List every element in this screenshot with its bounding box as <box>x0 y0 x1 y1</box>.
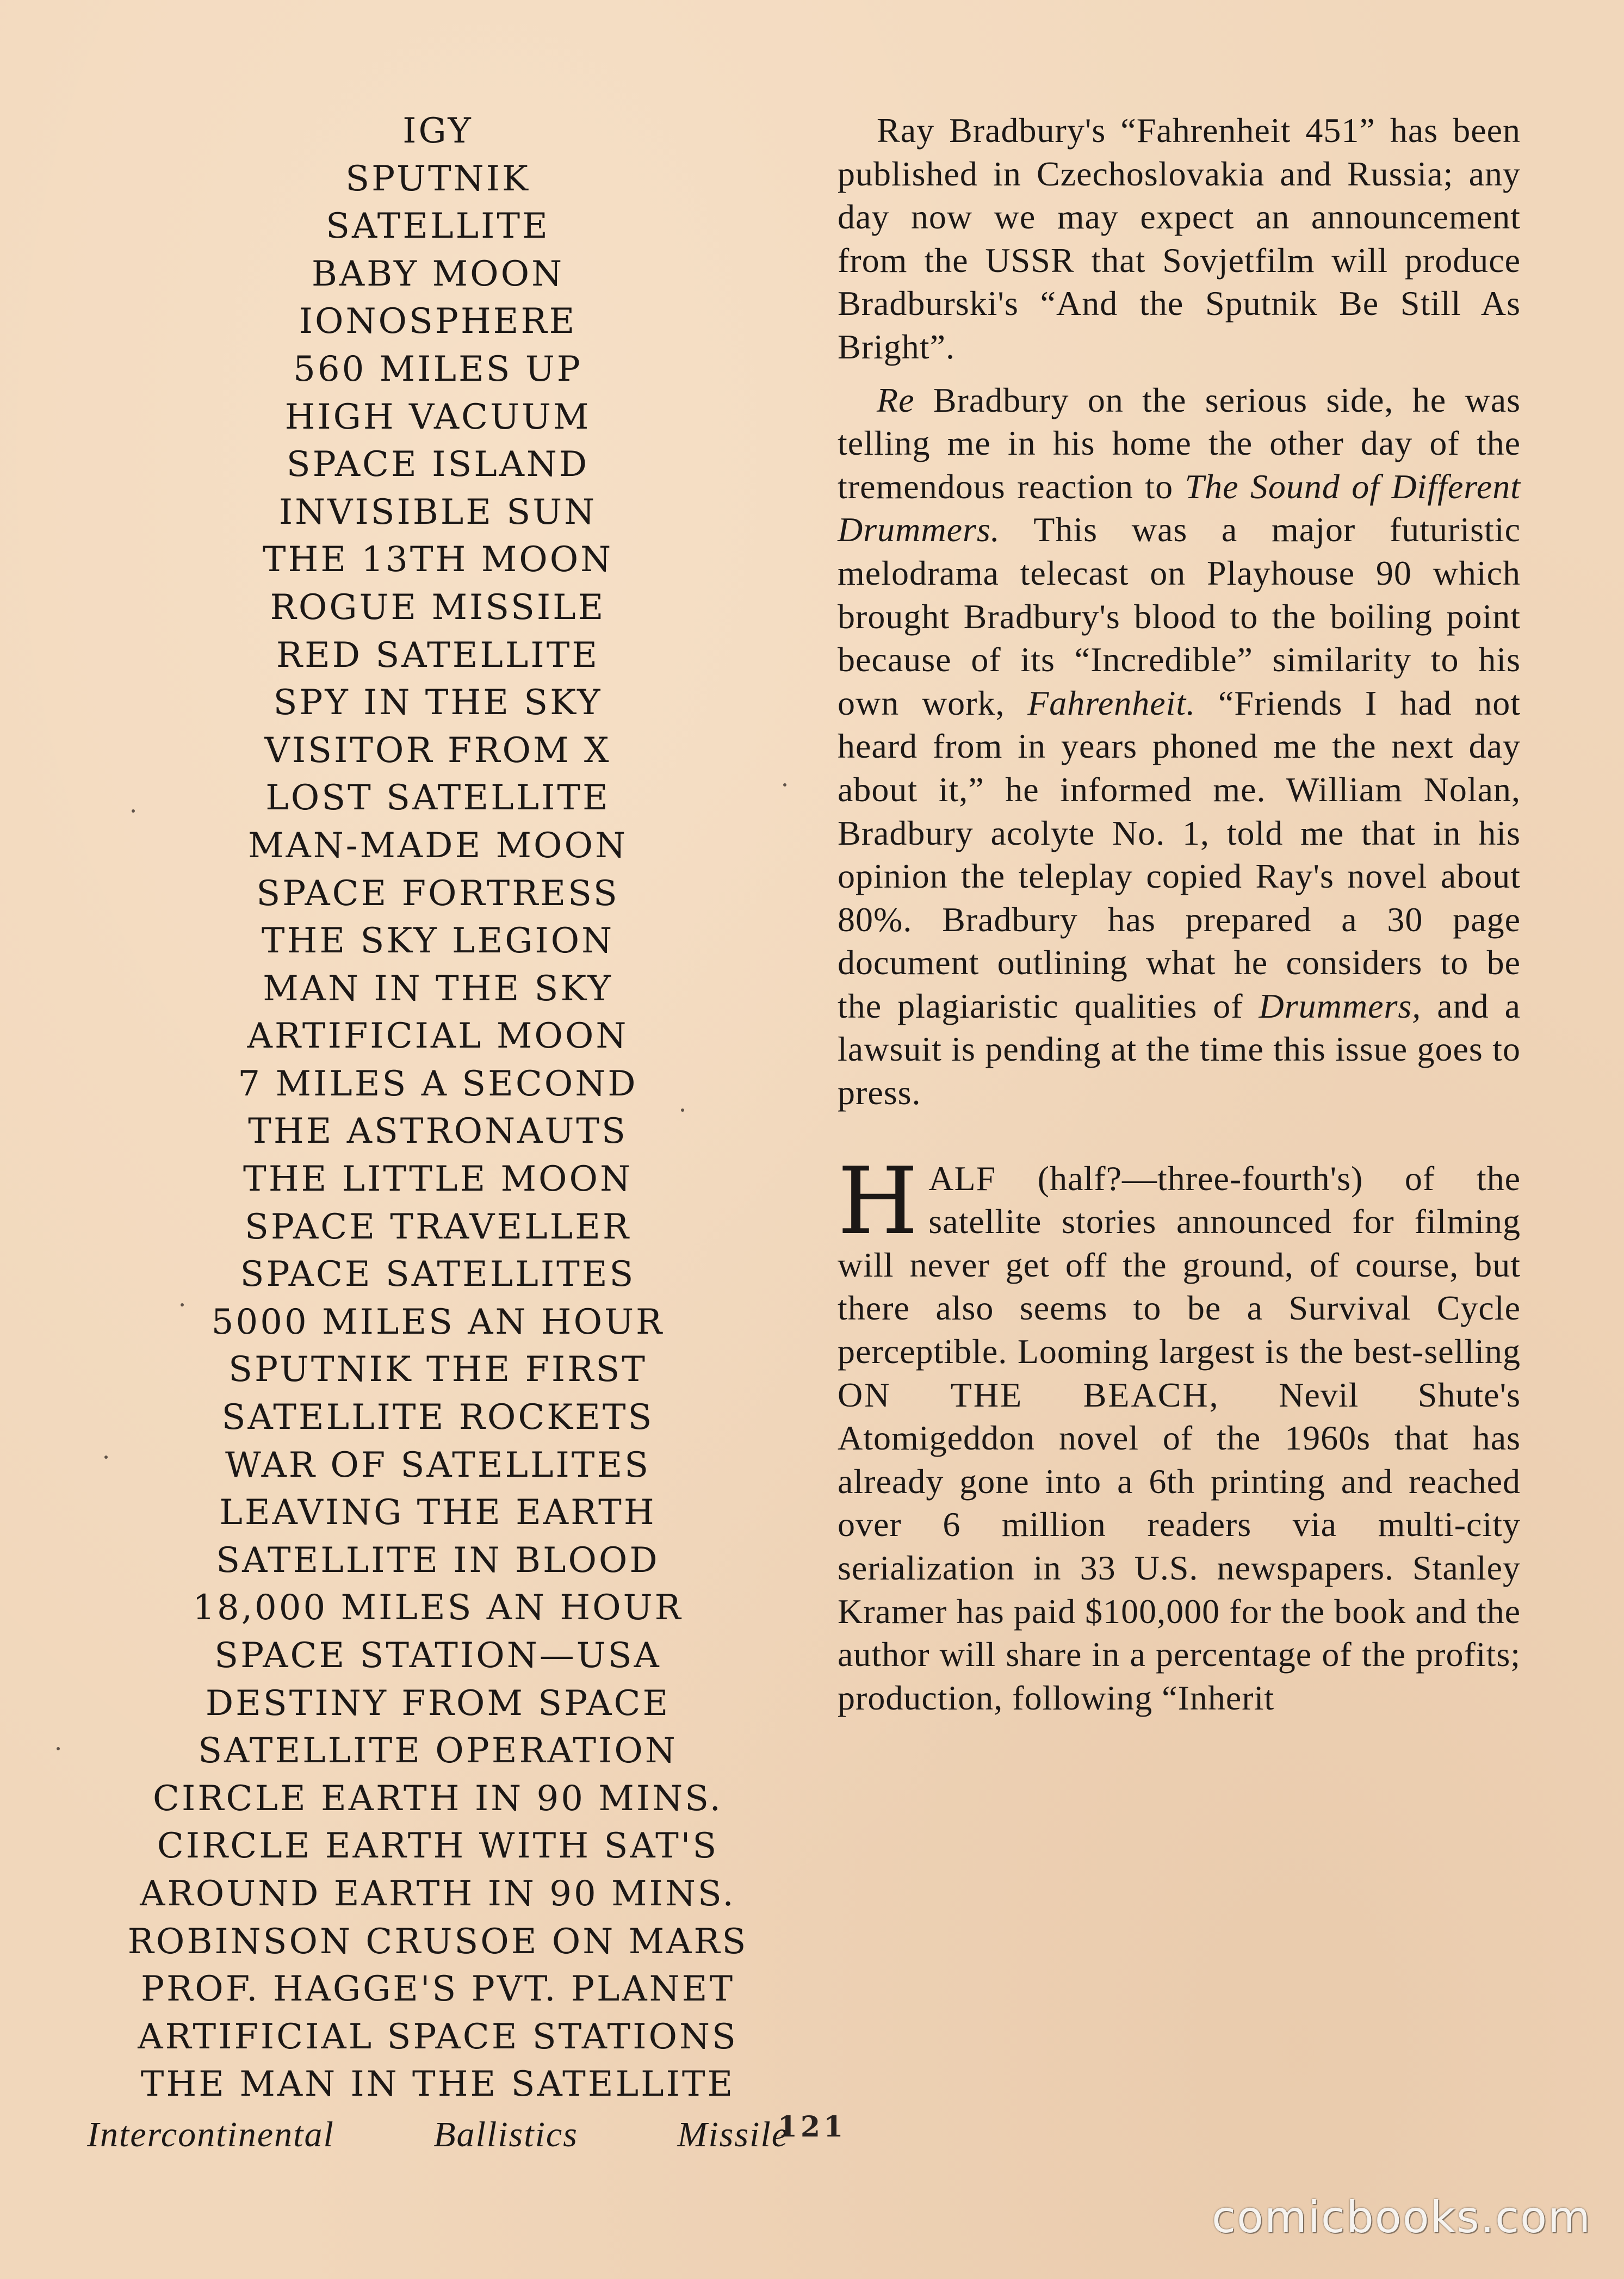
film-title-item: SPUTNIK <box>345 158 530 199</box>
film-title-item: MAN-MADE MOON <box>248 825 628 866</box>
film-title-item: SPY IN THE SKY <box>273 683 603 723</box>
page-number: 121 <box>777 2110 847 2144</box>
film-title-item-italic: Intercontinental Ballistics Missile <box>87 2114 789 2154</box>
print-speck <box>57 1747 60 1750</box>
film-title-item: SPACE STATION—USA <box>214 1636 661 1676</box>
film-title-item: SATELLITE ROCKETS <box>221 1397 654 1438</box>
paragraph-3-text-a: ALF (half?—three-fourth's) of the satellite stories announced for filming will never get off the ground, of course, but there also seems to be a Survival Cycle perceptible. Looming largest is the best-selling <box>838 1159 1521 1371</box>
print-speck <box>783 783 786 786</box>
film-title-item: SPACE TRAVELLER <box>244 1206 631 1247</box>
film-title-item: VISITOR FROM X <box>264 730 611 771</box>
film-title-item: IONOSPHERE <box>299 301 577 342</box>
film-title-item: THE LITTLE MOON <box>243 1159 633 1200</box>
film-title-item: WAR OF SATELLITES <box>225 1445 651 1485</box>
film-title-item: MAN IN THE SKY <box>263 968 613 1009</box>
film-title-item: SPACE FORTRESS <box>256 873 619 914</box>
film-title-item: LOST SATELLITE <box>265 778 610 819</box>
watermark: comicbooks.com <box>1211 2192 1591 2243</box>
article-column <box>838 109 1521 1719</box>
paragraph-2-text-d: and a lawsuit is pending at the time this issue goes to press. <box>838 986 1521 1112</box>
article-paragraph-1: Ray Bradbury's “Fahrenheit 451” has been published in Czechoslovakia and Russia; any day now we may expect an announcement from the USSR that Sovjetfilm will produce Bradburski's “And the Sputnik Be Still As Bright”. <box>838 111 1521 366</box>
article-paragraph-2 <box>838 379 1521 1114</box>
paragraph-2-text-c: “Friends I had not heard from in years phoned me the next day about it,” he informed me. William Nolan, Bradbury acolyte No. 1, told me that in his opinion the teleplay copied Ray's novel about 80%. Bradbury has prepared a 30 page document outlining what he considers to be the plagiaristic qualities of <box>838 683 1521 1025</box>
film-title-item: DESTINY FROM SPACE <box>205 1683 671 1724</box>
film-title-item: THE SKY LEGION <box>261 921 615 962</box>
film-title-item: SPACE SATELLITES <box>240 1254 636 1295</box>
film-title-item: THE ASTRONAUTS <box>248 1111 628 1152</box>
film-title-item: SATELLITE IN BLOOD <box>216 1540 660 1581</box>
paragraph-3-text-b: Nevil Shute's Atomigeddon novel of the 1960s that has already gone into a 6th printing and reached over 6 million readers via multi-city serialization in 33 U.S. newspapers. Stanley Kramer has paid $100,000 for the book and the author will share in a percentage of the profits; production, following “Inherit <box>838 1375 1521 1717</box>
title-fahrenheit: Fahrenheit. <box>1027 683 1196 722</box>
film-title-item: HIGH VACUUM <box>284 397 591 437</box>
drop-cap-letter: H <box>838 1147 919 1255</box>
film-title-item: THE MAN IN THE SATELLITE <box>140 2064 735 2105</box>
film-title-item: ROBINSON CRUSOE ON MARS <box>127 1921 748 1962</box>
film-title-item: RED SATELLITE <box>276 635 600 676</box>
film-title-item: 18,000 MILES AN HOUR <box>193 1588 683 1628</box>
article-paragraph-3 <box>838 1147 1521 1720</box>
film-title-item: AROUND EARTH IN 90 MINS. <box>140 1873 736 1914</box>
film-title-item: CIRCLE EARTH IN 90 MINS. <box>153 1778 723 1819</box>
film-title-item: SATELLITE <box>326 206 550 247</box>
film-title-item: LEAVING THE EARTH <box>219 1493 656 1533</box>
film-title-item: THE 13TH MOON <box>262 540 613 580</box>
film-title-item: ARTIFICIAL MOON <box>247 1016 629 1057</box>
print-speck <box>132 809 135 813</box>
film-title-item: PROF. HAGGE'S PVT. PLANET <box>140 1969 735 2010</box>
print-speck <box>181 1303 184 1306</box>
print-speck <box>681 1108 684 1112</box>
film-title-item: 5000 MILES AN HOUR <box>211 1302 665 1342</box>
title-drummers: Drummers, <box>1259 986 1422 1025</box>
paragraph-2-text-b: This was a major futuristic melodrama telecast on Playhouse 90 which brought Bradbury's blood to the boiling point because of its “Incredible” similarity to his own work, <box>838 510 1521 722</box>
film-title-item: ROGUE MISSILE <box>270 587 606 628</box>
book-title-on-the-beach: ON THE BEACH, <box>838 1375 1220 1414</box>
film-title-item: INVISIBLE SUN <box>278 492 597 532</box>
film-title-item: SPUTNIK THE FIRST <box>228 1349 647 1390</box>
re-italic: Re <box>877 380 915 419</box>
film-title-item: CIRCLE EARTH WITH SAT'S <box>157 1826 719 1867</box>
film-title-item: 7 MILES A SECOND <box>238 1063 638 1104</box>
film-title-item: IGY <box>402 111 473 151</box>
print-speck <box>104 1456 108 1459</box>
film-title-item: SPACE ISLAND <box>286 444 590 485</box>
film-title-item: ARTIFICIAL SPACE STATIONS <box>138 2016 738 2057</box>
paragraph-2-text-a: Bradbury on the serious side, he was telling me in his home the other day of the tremendous reaction to <box>838 380 1521 506</box>
film-title-item: SATELLITE OPERATION <box>198 1731 678 1772</box>
satellite-film-title-list <box>87 108 789 2159</box>
film-title-item: 560 MILES UP <box>293 349 582 389</box>
film-title-item: BABY MOON <box>311 253 565 294</box>
title-sound-of-different-drummers: The Sound of Different Drummers. <box>838 467 1521 549</box>
